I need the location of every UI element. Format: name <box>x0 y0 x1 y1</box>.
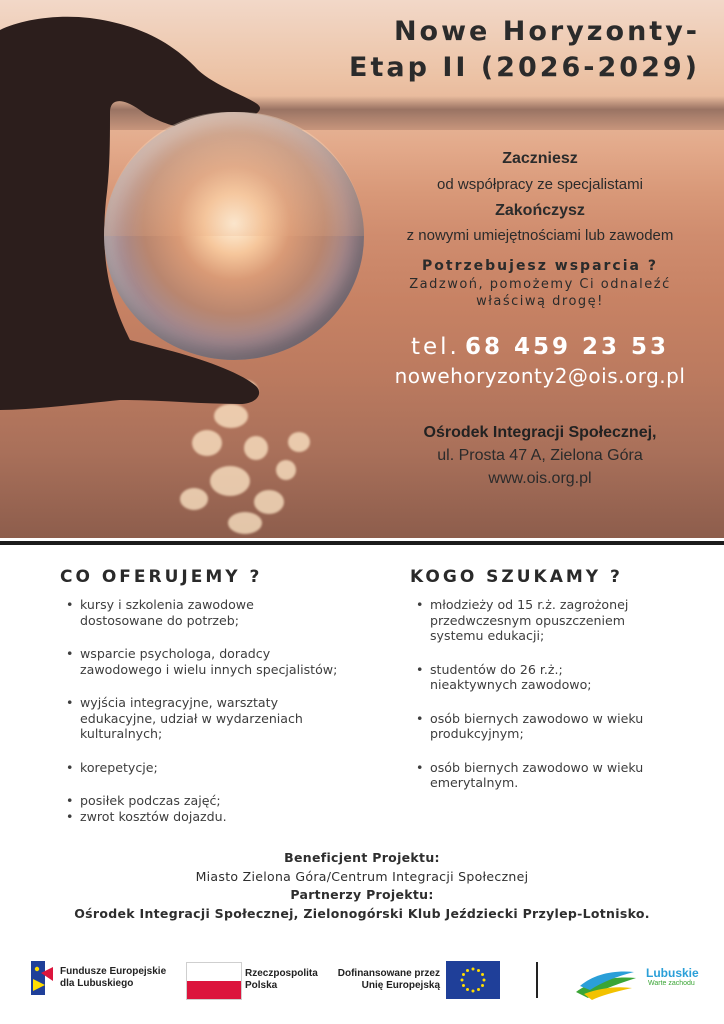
logo-separator <box>536 962 538 998</box>
end-heading: Zakończysz <box>495 202 585 219</box>
org-name: Ośrodek Integracji Społecznej, <box>423 424 657 441</box>
email-link[interactable]: nowehoryzonty2@ois.org.pl <box>394 364 686 388</box>
eu-star-icon <box>466 988 469 991</box>
seek-list <box>414 597 704 791</box>
seek-title: KOGO SZUKAMY ? <box>410 567 623 587</box>
list-item: • zwrot kosztów dojazdu. <box>64 809 364 825</box>
list-item: • studentów do 26 r.ż.; nieaktywnych zawodowo; <box>414 662 704 693</box>
eu-star-icon <box>472 990 475 993</box>
eu-star-icon <box>472 968 475 971</box>
eu-star-icon <box>481 984 484 987</box>
support-block <box>370 258 710 310</box>
end-block <box>370 202 710 244</box>
list-item: • korepetycje; <box>64 760 364 776</box>
water-sparkle <box>288 432 310 452</box>
eu-star-icon <box>462 973 465 976</box>
list-item: • osób biernych zawodowo w wieku emerytalnym. <box>414 760 704 791</box>
fundusze-europejskie-logo-icon <box>27 955 55 1001</box>
phone-prefix: tel. <box>410 334 460 360</box>
org-website[interactable]: www.ois.org.pl <box>488 470 592 487</box>
beneficiary-value: Miasto Zielona Góra/Centrum Integracji Społecznej <box>195 869 529 884</box>
partners-label: Partnerzy Projektu: <box>290 887 434 902</box>
list-item: • kursy i szkolenia zawodowe dostosowane do potrzeb; <box>64 597 364 628</box>
offer-title: CO OFERUJEMY ? <box>60 567 263 587</box>
list-item: • wyjścia integracyjne, warsztaty edukacyjne, udział w wydarzeniach kulturalnych; <box>64 695 364 742</box>
list-item: • osób biernych zawodowo w wieku produkcyjnym; <box>414 711 704 742</box>
start-heading: Zaczniesz <box>502 150 578 167</box>
water-sparkle <box>276 460 296 480</box>
phone-line <box>370 334 710 360</box>
eu-star-icon <box>461 979 464 982</box>
water-sparkle <box>228 512 262 534</box>
lubuskie-name: Lubuskie <box>646 966 699 980</box>
rp-text: Rzeczpospolita Polska <box>245 968 318 991</box>
eu-flag-icon <box>446 961 500 999</box>
fundusze-text: Fundusze Europejskie dla Lubuskiego <box>60 966 167 989</box>
eu-star-icon <box>483 979 486 982</box>
title-line-2: Etap II (2026-2029) <box>349 52 700 83</box>
start-text: od współpracy ze specjalistami <box>437 176 643 193</box>
phone-number[interactable]: 68 459 23 53 <box>464 334 670 360</box>
lubuskie-logo-icon <box>574 962 640 1000</box>
support-text-1: Zadzwoń, pomożemy Ci odnaleźć <box>409 277 671 292</box>
eu-star-icon <box>477 969 480 972</box>
eu-star-icon <box>481 973 484 976</box>
list-item: • posiłek podczas zajęć; <box>64 793 364 809</box>
water-sparkle <box>192 430 222 456</box>
title-line-1: Nowe Horyzonty- <box>393 16 700 47</box>
email-line <box>370 364 710 388</box>
eu-text: Dofinansowane przez Unię Europejską <box>337 968 440 991</box>
beneficiary-label: Beneficjent Projektu: <box>284 850 440 865</box>
list-item: • młodzieży od 15 r.ż. zagrożonej przedwczesnym opuszczeniem systemu edukacji; <box>414 597 704 644</box>
support-question: Potrzebujesz wsparcia ? <box>422 258 658 274</box>
polish-flag-icon <box>186 962 242 1000</box>
start-block <box>370 150 710 193</box>
page-title <box>349 14 700 86</box>
partners-value: Ośrodek Integracji Społecznej, Zielonogórski Klub Jeździecki Przylep-Lotnisko. <box>74 906 650 921</box>
section-divider <box>0 541 724 545</box>
support-text-2: właściwą drogę! <box>476 294 604 309</box>
offer-list <box>64 597 364 824</box>
water-sparkle <box>244 436 268 460</box>
eu-star-icon <box>477 988 480 991</box>
eu-star-icon <box>462 984 465 987</box>
eu-star-icon <box>466 969 469 972</box>
water-sparkle <box>254 490 284 514</box>
org-address: ul. Prosta 47 A, Zielona Góra <box>437 447 643 464</box>
org-block <box>370 424 710 488</box>
list-item: • wsparcie psychologa, doradcy zawodowego i wielu innych specjalistów; <box>64 646 364 677</box>
water-sparkle <box>180 488 208 510</box>
end-text: z nowymi umiejętnościami lub zawodem <box>406 227 674 244</box>
water-sparkle <box>210 466 250 496</box>
lubuskie-tagline: Warte zachodu <box>648 980 695 987</box>
